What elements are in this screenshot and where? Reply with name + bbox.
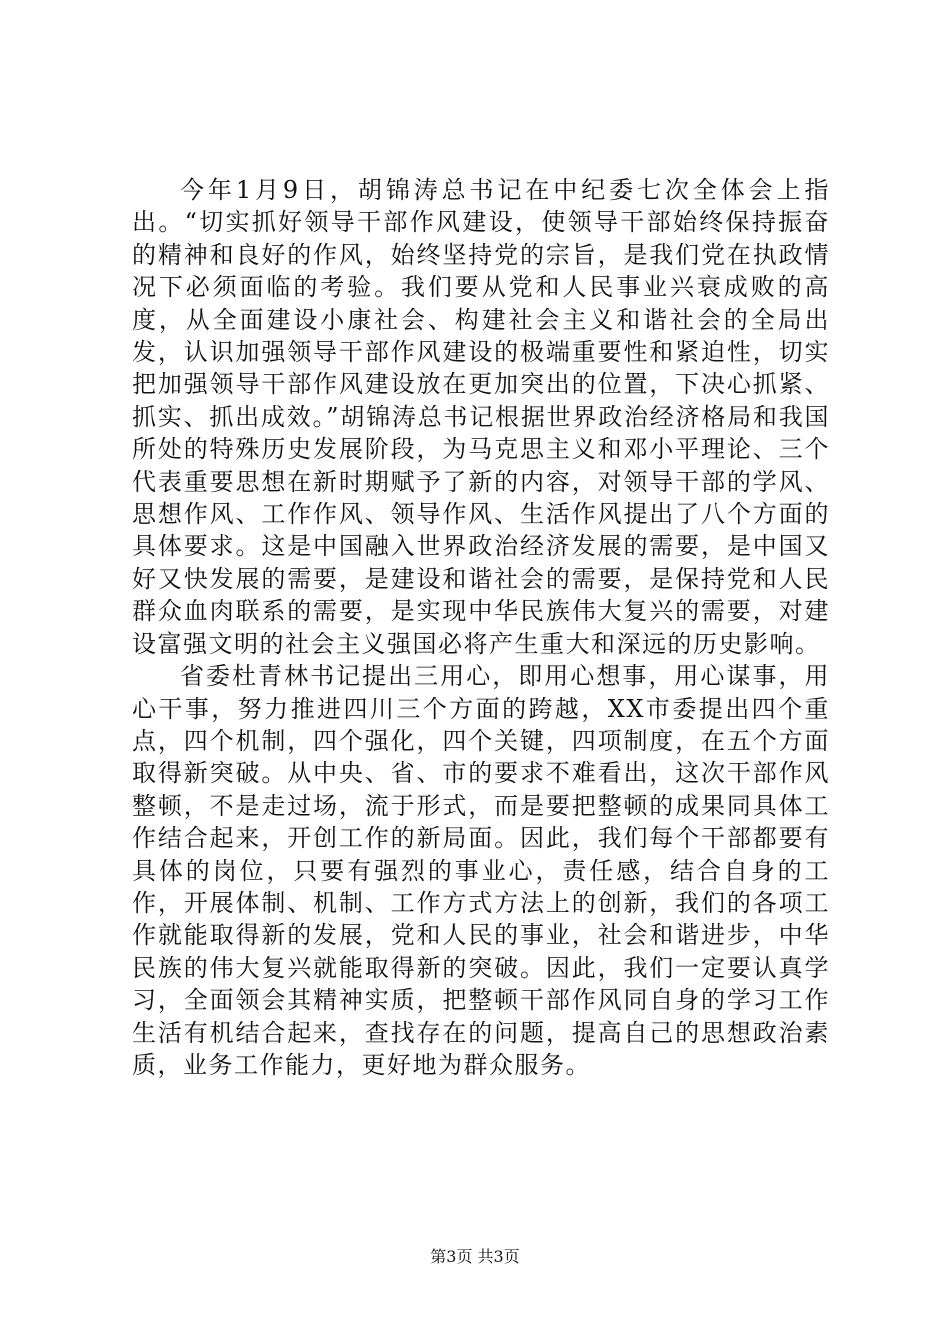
page-footer: 第3页 共3页 — [430, 1247, 520, 1266]
paragraph-2: 省委杜青林书记提出三用心，即用心想事，用心谋事，用心干事，努力推进四川三个方面的跨越，XX市委提出四个重点，四个机制，四个强化，四个关键，四项制度，在五个方面取得新突破。从中央、省、市的要求不难看出，这次干部作风整顿，不是走过场，流于形式，而是要把整顿的成果同具体工作结合起来，开创工作的新局面。因此，我们每个干部都要有具体的岗位，只要有强烈的事业心，责任感，结合自身的工作，开展体制、机制、工作方式方法上的创新，我们的各项工作就能取得新的发展，党和人民的事业，社会和谐进步，中华民族的伟大复兴就能取得新的突破。因此，我们一定要认真学习，全面领会其精神实质，把整顿干部作风同自身的学习工作生活有机结合起来，查找存在的问题，提高自己的思想政治素质，业务工作能力，更好地为群众服务。 — [132, 662, 830, 1079]
paragraph-1: 今年1月9日，胡锦涛总书记在中纪委七次全体会上指出。“切实抓好领导干部作风建设，使领导干部始终保持振奋的精神和良好的作风，始终坚持党的宗旨，是我们党在执政情况下必须面临的考验。我们要从党和人民事业兴衰成败的高度，从全面建设小康社会、构建社会主义和谐社会的全局出发，认识加强领导干部作风建设的极端重要性和紧迫性，切实把加强领导干部作风建设放在更加突出的位置，下决心抓紧、抓实、抓出成效。”胡锦涛总书记根据世界政治经济格局和我国所处的特殊历史发展阶段，为马克思主义和邓小平理论、三个代表重要思想在新时期赋予了新的内容，对领导干部的学风、思想作风、工作作风、领导作风、生活作风提出了八个方面的具体要求。这是中国融入世界政治经济发展的需要，是中国又好又快发展的需要，是建设和谐社会的需要，是保持党和人民群众血肉联系的需要，是实现中华民族伟大复兴的需要，对建设富强文明的社会主义强国必将产生重大和深远的历史影响。 — [132, 176, 830, 658]
document-body — [132, 174, 830, 1081]
